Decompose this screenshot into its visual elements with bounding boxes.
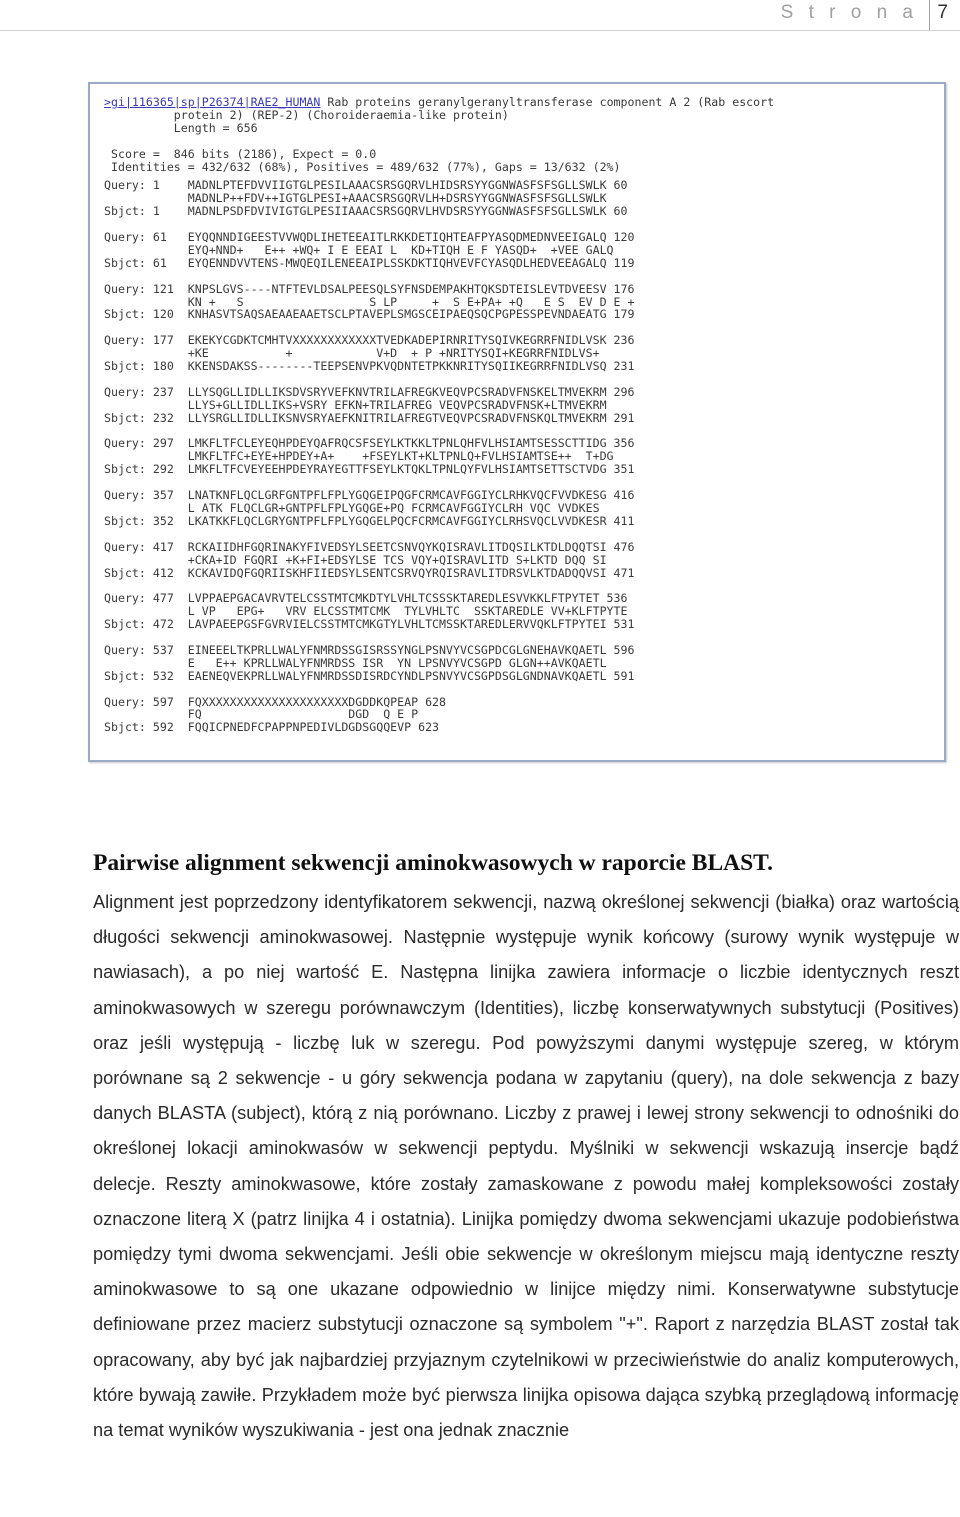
query-line: Query: 1 MADNLPTEFDVVIIGTGLPESILAAACSRSGQRVLHIDSRSYYGGNWASFSFSGLLSWLK 60 — [104, 178, 628, 193]
query-line: Query: 121 KNPSLGVS----NTFTEVLDSALPEESQLSYFNSDEMPAKHTQKSDTEISLEVTDVEESV 176 — [104, 281, 635, 296]
match-line: L ATK FLQCLGR+GNTPFLFPLYGQGE+PQ FCRMCAVFGGIYCLRH VQC VVDKES — [104, 500, 600, 515]
query-line: Query: 477 LVPPAEPGACAVRVTELCSSTMTCMKDTYLVHLTCSSSKTAREDLESVVKKLFTPYTET 536 — [104, 591, 628, 606]
subject-line: Sbjct: 1 MADNLPSDFDVIVIGTGLPESIIAAACSRSGQRVLHVDSRSYYGGNWASFSFSGLLSWLK 60 — [104, 204, 628, 219]
query-line: Query: 177 EKEKYCGDKTCMHTVXXXXXXXXXXXXTVEDKADEPIRNRITYSQIVKEGRRFNIDLVSK 236 — [104, 333, 635, 348]
subject-line: Sbjct: 292 LMKFLTFCVEYEEHPDEYRAYEGTTFSEYLKTQKLTPNLQYFVLHSIAMTSETTSCTVDG 351 — [104, 462, 635, 477]
hit-length-line: Length = 656 — [104, 120, 258, 135]
subject-line: Sbjct: 592 FQQICPNEDFCPAPPNPEDIVLDGDSGQQEVP 623 — [104, 720, 440, 735]
match-line: EYQ+NND+ E++ +WQ+ I E EEAI L KD+TIQH E F YASQD+ +VEE GALQ — [104, 242, 614, 257]
match-line: LMKFLTFC+EYE+HPDEY+A+ +FSEYLKT+KLTPNLQ+FVLHSIAMTSE++ T+DG — [104, 449, 614, 464]
header-label: S t r o n a — [780, 2, 918, 23]
query-line: Query: 357 LNATKNFLQCLGRFGNTPFLFPLYGQGEIPQGFCRMCAVFGGIYCLRHKVQCFVVDKESG 416 — [104, 488, 635, 503]
hit-header-line-2: protein 2) (REP-2) (Choroideraemia-like protein) — [104, 107, 509, 122]
query-line: Query: 537 EINEEELTKPRLLWALYFNMRDSSGISRSSYNGLPSNVYVCSGPDCGLGNEHAVKQAETL 596 — [104, 642, 635, 657]
body-paragraph: Alignment jest poprzedzony identyfikatorem sekwencji, nazwą określonej sekwencji (białka) oraz wartością długości sekwencji aminokwasowej. Następnie występuje wynik końcowy (surowy wynik występuje w nawiasach), a po niej wartość E. Następna linijka zawiera informacje o liczbie identycznych reszt aminokwasowych w szeregu porównawczym (Identities), liczbę konserwatywnych substytucji (Positives) oraz jeśli występują - liczbę luk w szeregu. Pod powyższymi danymi występuje szereg, w którym porównane są 2 sekwencje - u góry sekwencja podana w zapytaniu (query), na dole sekwencja z bazy danych BLASTA (subject), którą z nią porównano. Liczby z prawej i lewej strony sekwencji to odnośniki do określonej lokacji aminokwasów w sekwencji peptydu. Myślniki w sekwencji wskazują insercje bądź delecje. Reszty aminokwasowe, które zostały zamaskowane z powodu małej kompleksowości zostały oznaczone literą X (patrz linijka 4 i ostatnia). Linijka pomiędzy dwoma sekwencjami ukazuje podobieństwa pomiędzy tymi dwoma sekwencjami. Jeśli obie sekwencje w określonym miejscu mają identyczne reszty aminokwasowe to są one ukazane odpowiednio w linijce między nimi. Konserwatywne substytucje definiowane przez macierz substytucji oznaczone są symbolem "+". Raport z narzędzia BLAST został tak opracowany, aby być jak najbardziej przyjaznym czytelnikowi w przeciwieństwie do analiz komputerowych, które bywają zawiłe. Przykładem może być pierwsza linijka opisowa dająca szybką przeglądową informację na temat wyników wyszukiwania - jest ona jednak znacznie — [93, 892, 959, 1441]
blast-output — [104, 96, 774, 734]
query-line: Query: 61 EYQQNNDIGEESTVVWQDLIHETEEAITLRKKDETIQHTEAFPYASQDMEDNVEEIGALQ 120 — [104, 230, 635, 245]
figure-caption: Pairwise alignment sekwencji aminokwasowych w raporcie BLAST. — [93, 850, 773, 876]
identities-line: Identities = 432/632 (68%), Positives = 489/632 (77%), Gaps = 13/632 (2%) — [104, 159, 621, 174]
query-line: Query: 297 LMKFLTFCLEYEQHPDEYQAFRQCSFSEYLKTKKLTPNLQHFVLHSIAMTSESSCTTIDG 356 — [104, 436, 635, 451]
subject-line: Sbjct: 61 EYQENNDVVTENS-MWQEQILENEEAIPLSSKDKTIQHVEVFCYASQDLHEDVEEAGALQ 119 — [104, 255, 635, 270]
page-header — [0, 0, 960, 31]
match-line: FQ DGD Q E P — [104, 707, 419, 722]
subject-line: Sbjct: 180 KKENSDAKSS--------TEEPSENVPKVQDNTETPKKNRITYSQIIKEGRRFNIDLVSQ 231 — [104, 359, 635, 374]
match-line: L VP EPG+ VRV ELCSSTMTCMK TYLVHLTC SSKTAREDLE VV+KLFTPYTE — [104, 604, 628, 619]
subject-line: Sbjct: 120 KNHASVTSAQSAEAAEAAETSCLPTAVEPLSMGSCEIPAEQSQCPGPESSPEVNDAEATG 179 — [104, 307, 635, 322]
query-line: Query: 237 LLYSQGLLIDLLIKSDVSRYVEFKNVTRILAFREGKVEQVPCSRADVFNSKELTMVEKRM 296 — [104, 384, 635, 399]
score-line: Score = 846 bits (2186), Expect = 0.0 — [104, 146, 377, 161]
subject-line: Sbjct: 232 LLYSRGLLIDLLIKSNVSRYAEFKNITRILAFREGTVEQVPCSRADVFNSKQLTMVEKRM 291 — [104, 410, 635, 425]
query-line: Query: 417 RCKAIIDHFGQRINAKYFIVEDSYLSEETCSNVQYKQISRAVLITDQSILKTDLDQQTSI 476 — [104, 539, 635, 554]
match-line: LLYS+GLLIDLLIKS+VSRY EFKN+TRILAFREG VEQVPCSRADVFNSK+LTMVEKRM — [104, 397, 607, 412]
match-line: E E++ KPRLLWALYFNMRDSS ISR YN LPSNVYVCSGPD GLGN++AVKQAETL — [104, 655, 607, 670]
hit-accession-link[interactable]: >gi|116365|sp|P26374|RAE2_HUMAN — [104, 95, 321, 109]
hit-description: Rab proteins geranylgeranyltransferase component A 2 (Rab escort — [320, 95, 775, 109]
blast-alignment-figure — [88, 82, 946, 762]
header-separator — [929, 0, 930, 30]
query-line: Query: 597 FQXXXXXXXXXXXXXXXXXXXXXDGDDKQPEAP 628 — [104, 694, 447, 709]
subject-line: Sbjct: 352 LKATKKFLQCLGRYGNTPFLFPLYGQGELPQCFCRMCAVFGGIYCLRHSVQCLVVDKESR 411 — [104, 513, 635, 528]
match-line: +KE + V+D + P +NRITYSQI+KEGRRFNIDLVS+ — [104, 346, 600, 361]
subject-line: Sbjct: 412 KCKAVIDQFGQRIISKHFIIEDSYLSENTCSRVQYRQISRAVLITDRSVLKTDADQQVSI 471 — [104, 565, 635, 580]
subject-line: Sbjct: 472 LAVPAEEPGSFGVRVIELCSSTMTCMKGTYLVHLTCMSSKTAREDLERVVQKLFTPYTEI 531 — [104, 617, 635, 632]
subject-line: Sbjct: 532 EAENEQVEKPRLLWALYFNMRDSSDISRDCYNDLPSNVYVCSGPDSGLGNDNAVKQAETL 591 — [104, 668, 635, 683]
page-number: 7 — [937, 2, 948, 23]
hit-header-line-1 — [104, 96, 774, 109]
match-line: +CKA+ID FGQRI +K+FI+EDSYLSE TCS VQY+QISRAVLITD S+LKTD DQQ SI — [104, 552, 607, 567]
match-line: KN + S S LP + S E+PA+ +Q E S EV D E + — [104, 294, 635, 309]
match-line: MADNLP++FDV++IGTGLPESI+AAACSRSGQRVLH+DSRSYYGGNWASFSFSGLLSWLK — [104, 191, 607, 206]
